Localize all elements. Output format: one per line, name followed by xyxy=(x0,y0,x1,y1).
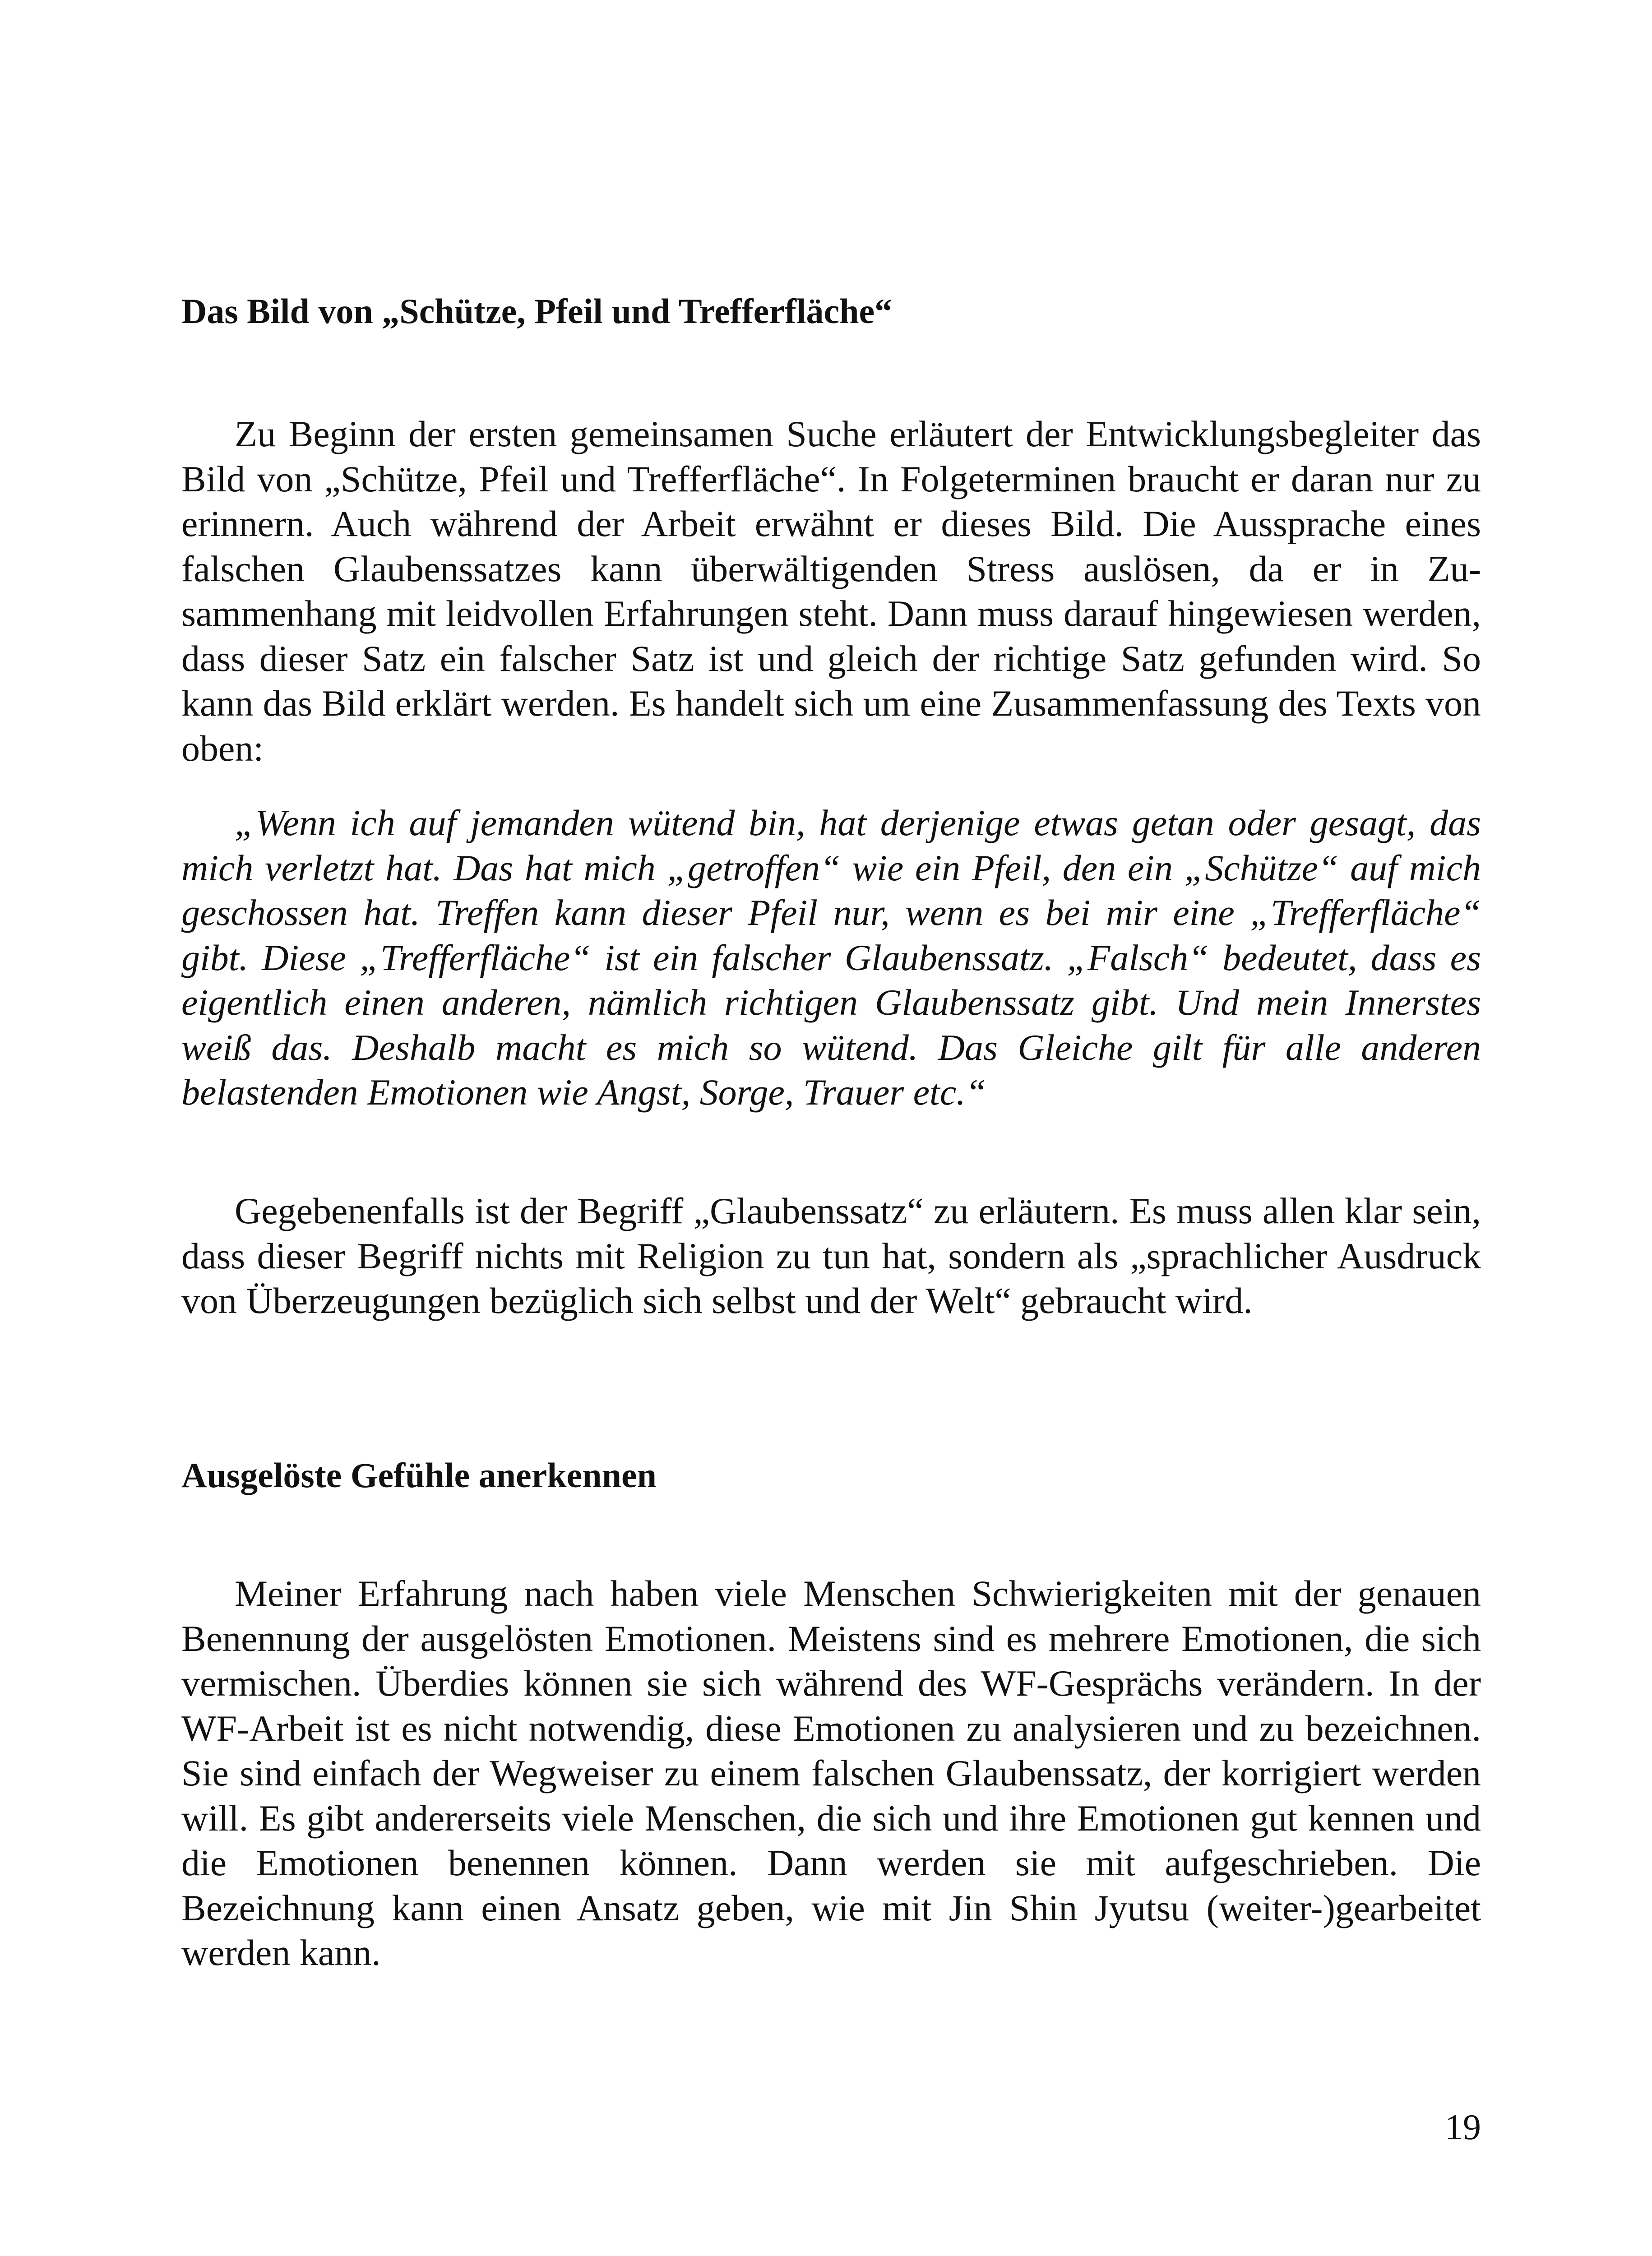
page-number: 19 xyxy=(1445,2108,1481,2147)
section-body-schuetze-pfeil xyxy=(181,411,1481,771)
section-body-gefuehle-anerkennen xyxy=(181,1571,1481,1975)
italic-quote-paragraph: „Wenn ich auf jemanden wütend bin, hat derjenige etwas getan oder gesagt, das mich verletzt hat. Das hat mich „getroffen“ wie ein Pfeil, den ein „Schütze“ auf mich geschossen hat. Treffen kann dieser Pfeil nur, wenn es bei mir eine „Trefferfläche“ gibt. Diese „Trefferfläche“ ist ein falscher Glaubenssatz. „Falsch“ bedeutet, dass es eigentlich einen anderen, nämlich richtigen Glaubenssatz gibt. Und mein Innerstes weiß das. Deshalb macht es mich so wütend. Das Gleiche gilt für alle anderen belastenden Emotionen wie Angst, Sorge, Trauer etc.“ xyxy=(181,802,1481,1113)
body-paragraph: Meiner Erfahrung nach haben viele Menschen Schwierigkeiten mit der genauen Benennung der ausgelösten Emotionen. Meistens sind es mehrere Emotionen, die sich vermischen. Überdies können sie sich während des WF-Gesprächs verändern. In der WF-Arbeit ist es nicht notwendig, diese Emotionen zu analysieren und zu bezeichnen. Sie sind einfach der Wegweiser zu einem falschen Glaubenssatz, der korrigiert werden will. Es gibt andererseits viele Menschen, die sich und ihre Emotionen gut kennen und die Emotionen benennen können. Dann werden sie mit aufgeschrieben. Die Bezeichnung kann einen Ansatz geben, wie mit Jin Shin Jyutsu (weiter-)gearbeitet werden kann. xyxy=(181,1573,1481,1973)
glaubenssatz-explanation-block xyxy=(181,1188,1481,1323)
body-paragraph: Gegebenenfalls ist der Begriff „Glaubenssatz“ zu erläutern. Es muss allen klar sein, dass dieser Begriff nichts mit Religion zu tun hat, sondern als „sprachlicher Ausdruck von Überzeugungen bezüglich sich selbst und der Welt“ gebraucht wird. xyxy=(181,1190,1481,1321)
body-paragraph: Zu Beginn der ersten gemeinsamen Suche erläutert der Entwicklungsbegleiter das Bild von „Schütze, Pfeil und Trefferfläche“. In Folgeterminen braucht er daran nur zu erinnern. Auch während der Arbeit erwähnt er dieses Bild. Die Aussprache eines falschen Glaubenssatzes kann überwältigenden Stress auslösen, da er in Zusammenhang mit leidvollen Erfahrungen steht. Dann muss darauf hingewiesen werden, dass dieser Satz ein falscher Satz ist und gleich der richtige Satz gefunden wird. So kann das Bild erklärt werden. Es handelt sich um eine Zusammenfassung des Texts von oben: xyxy=(181,413,1481,769)
section-heading-schuetze-pfeil: Das Bild von „Schütze, Pfeil und Trefferfläche“ xyxy=(181,291,893,331)
section-heading-gefuehle-anerkennen: Ausgelöste Gefühle anerkennen xyxy=(181,1456,657,1495)
quote-block xyxy=(181,800,1481,1115)
